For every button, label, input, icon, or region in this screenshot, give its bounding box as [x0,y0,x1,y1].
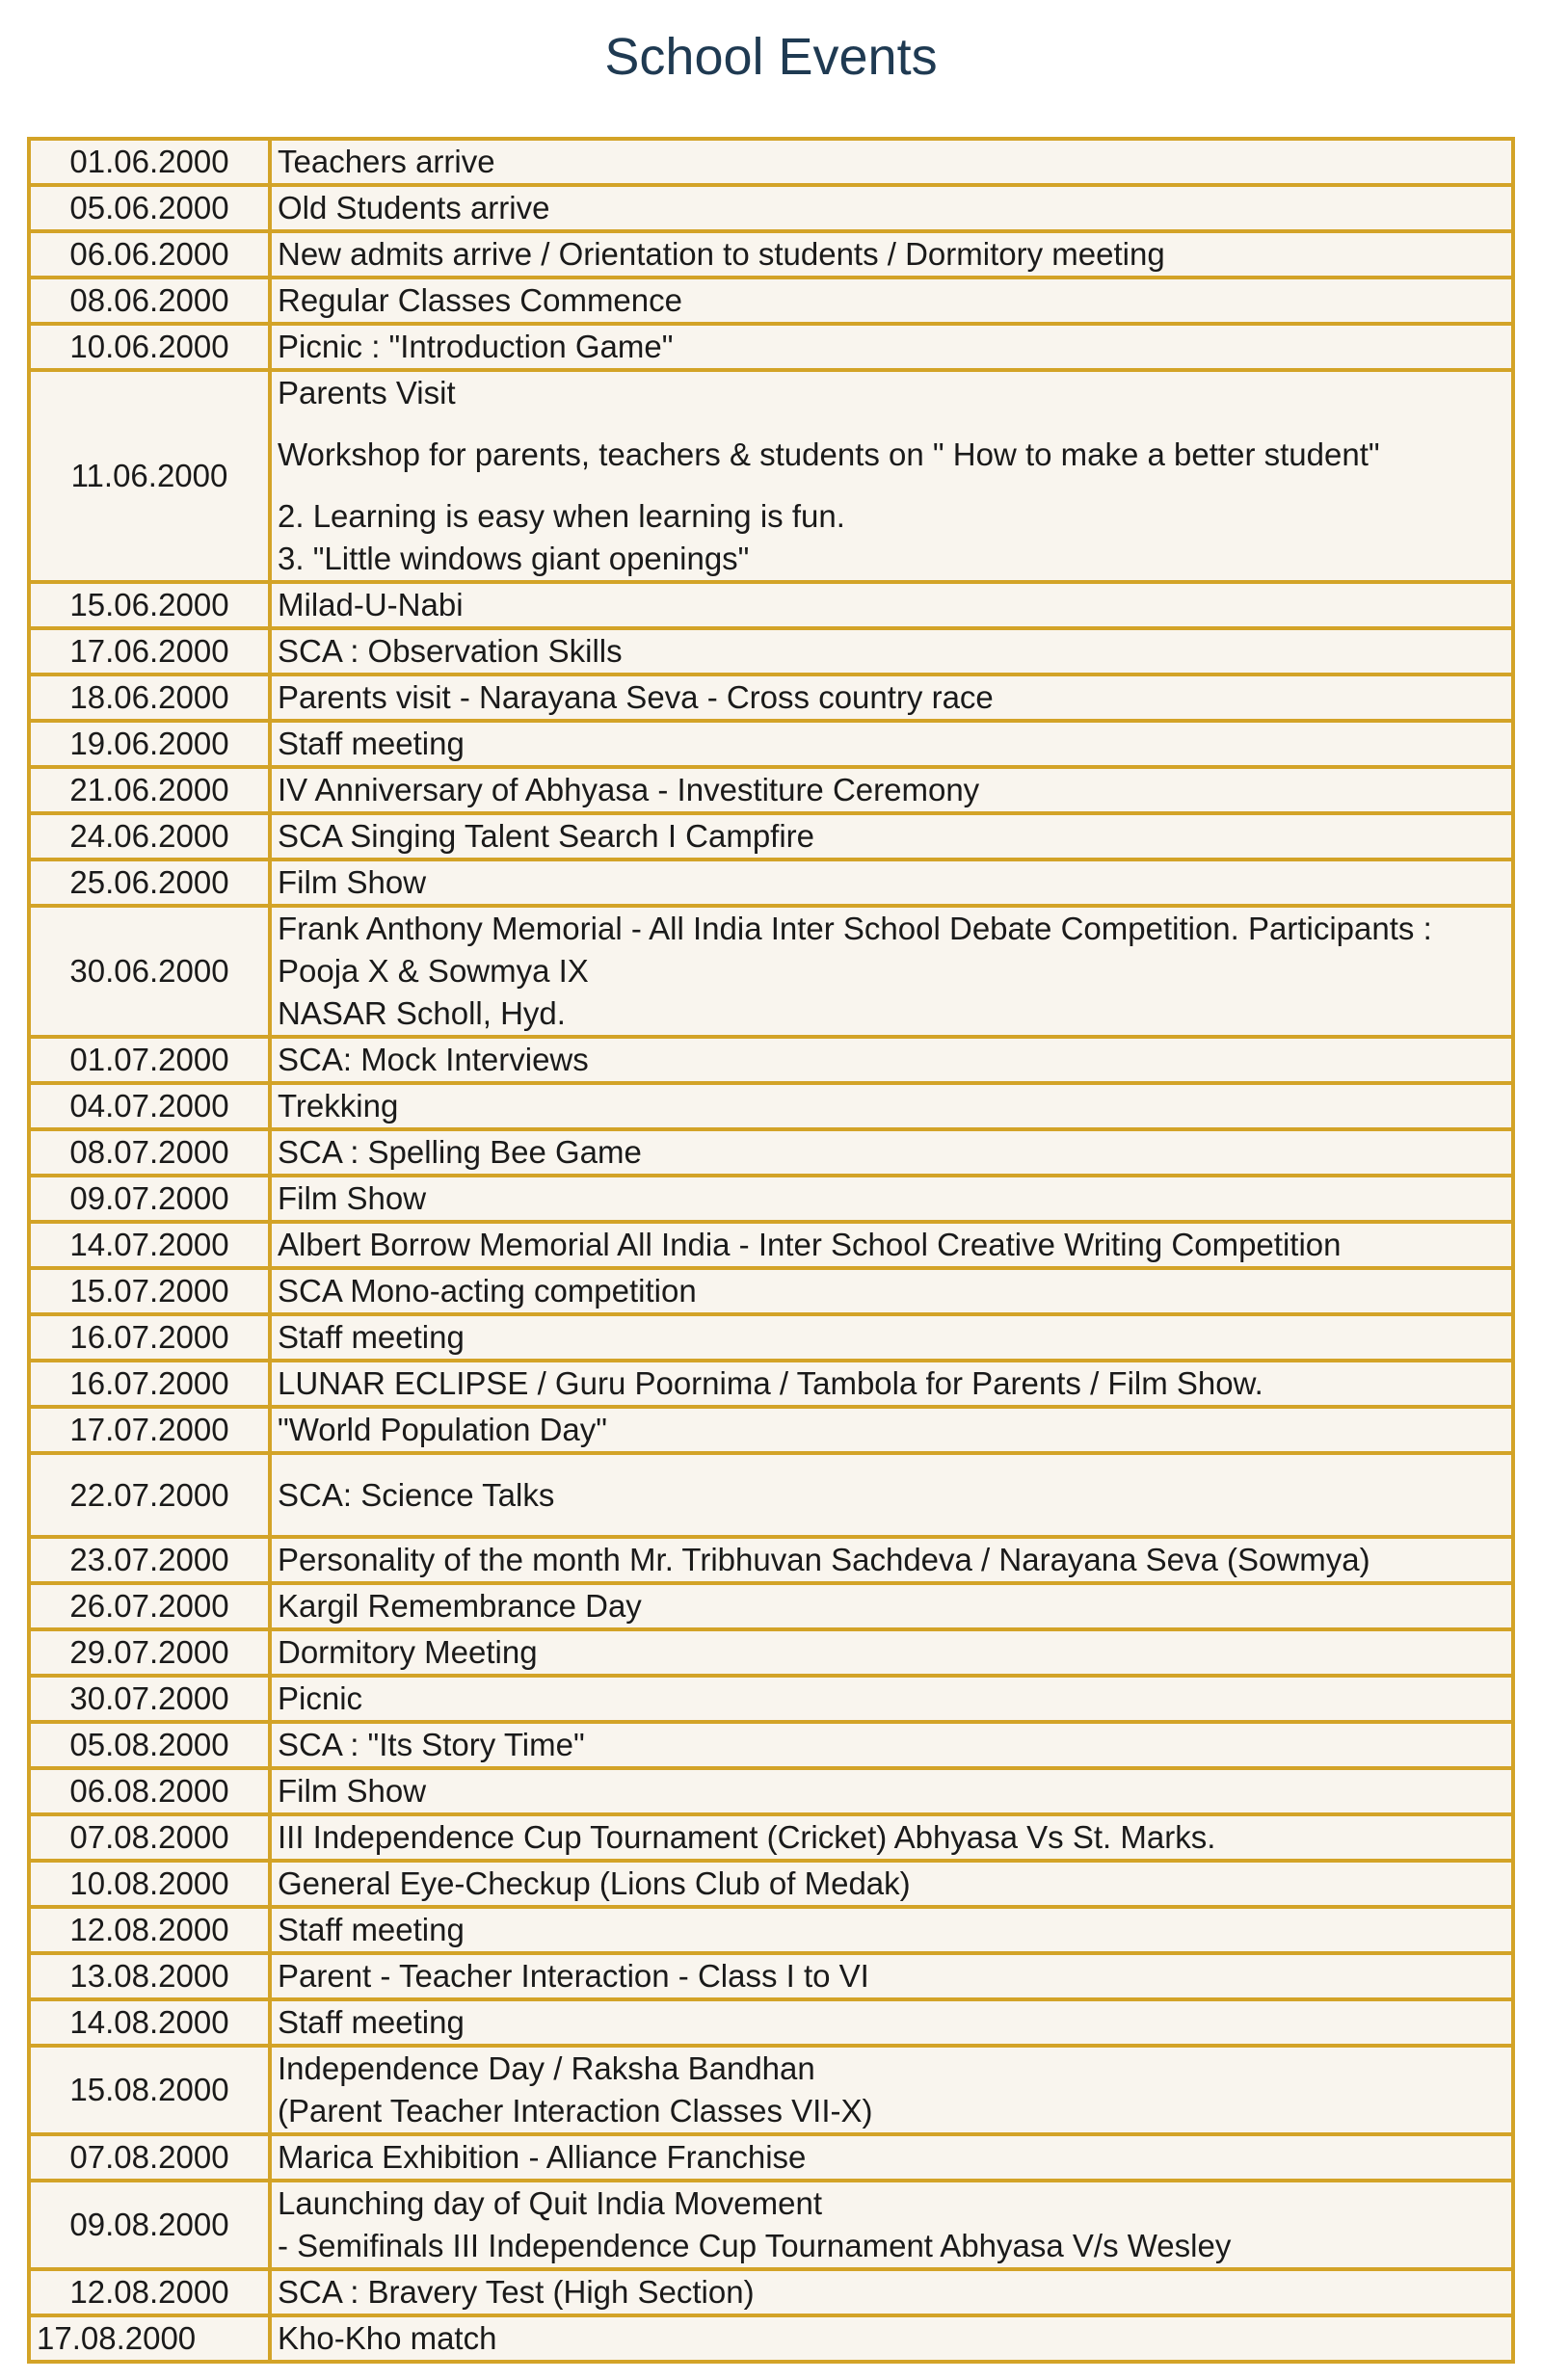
event-date: 10.08.2000 [29,1861,270,1907]
event-date: 11.06.2000 [29,370,270,582]
event-description [270,1814,1513,1861]
event-date: 09.07.2000 [29,1176,270,1222]
event-row [29,2181,1513,2269]
event-description [270,1129,1513,1176]
event-description [270,628,1513,674]
event-description-line: Staff meeting [278,2004,465,2040]
event-date: 18.06.2000 [29,674,270,721]
event-description [270,2134,1513,2181]
event-row [29,2315,1513,2362]
event-date: 05.08.2000 [29,1722,270,1768]
event-date: 12.08.2000 [29,1907,270,1953]
event-description [270,185,1513,231]
event-description-line: Staff meeting [278,726,465,761]
event-description-line: Independence Day / Raksha Bandhan [278,2050,815,2086]
event-row [29,1083,1513,1129]
event-row [29,2269,1513,2315]
event-description [270,2269,1513,2315]
event-row [29,859,1513,906]
event-description [270,1907,1513,1953]
event-description [270,1953,1513,1999]
event-row [29,1361,1513,1407]
event-description [270,1361,1513,1407]
event-row [29,906,1513,1037]
event-row [29,1722,1513,1768]
event-date: 06.08.2000 [29,1768,270,1814]
event-row [29,139,1513,185]
event-description-line: Parents visit - Narayana Seva - Cross country race [278,679,994,715]
event-row [29,721,1513,767]
event-description-line: Marica Exhibition - Alliance Franchise [278,2139,807,2175]
event-date: 29.07.2000 [29,1629,270,1676]
event-row [29,1176,1513,1222]
event-description-line: Film Show [278,1773,427,1809]
event-description [270,278,1513,324]
event-description-line: Parent - Teacher Interaction - Class I to VI [278,1958,869,1994]
event-description-line: Picnic [278,1680,363,1716]
event-date: 25.06.2000 [29,859,270,906]
event-description [270,721,1513,767]
event-description-line: Pooja X & Sowmya IX [278,953,589,989]
event-description [270,1768,1513,1814]
event-description-line: Workshop for parents, teachers & students on " How to make a better student" [278,436,1380,472]
event-description-line: Teachers arrive [278,144,495,179]
event-date: 01.07.2000 [29,1037,270,1083]
event-date: 12.08.2000 [29,2269,270,2315]
event-date: 23.07.2000 [29,1537,270,1583]
event-date: 09.08.2000 [29,2181,270,2269]
event-row [29,813,1513,859]
event-date: 16.07.2000 [29,1361,270,1407]
event-date: 01.06.2000 [29,139,270,185]
event-row [29,1629,1513,1676]
event-row [29,185,1513,231]
event-date: 07.08.2000 [29,1814,270,1861]
event-date: 05.06.2000 [29,185,270,231]
event-description [270,1722,1513,1768]
event-date: 13.08.2000 [29,1953,270,1999]
event-description [270,370,1513,582]
event-row [29,674,1513,721]
event-row [29,1037,1513,1083]
event-description [270,813,1513,859]
event-date: 30.06.2000 [29,906,270,1037]
event-description-line: Regular Classes Commence [278,282,682,318]
event-description-line: (Parent Teacher Interaction Classes VII-X) [278,2093,873,2129]
event-description-line: Kho-Kho match [278,2320,497,2356]
event-description-line: Dormitory Meeting [278,1634,538,1670]
event-description-line: SCA: Mock Interviews [278,1042,589,1077]
event-date: 17.08.2000 [29,2315,270,2362]
event-row [29,2134,1513,2181]
event-description-line: NASAR Scholl, Hyd. [278,995,566,1031]
event-description-line: SCA Mono-acting competition [278,1273,697,1309]
event-description-line: General Eye-Checkup (Lions Club of Medak) [278,1865,911,1901]
event-description-line: 3. "Little windows giant openings" [278,541,750,576]
event-description-line: Staff meeting [278,1912,465,1947]
event-date: 06.06.2000 [29,231,270,278]
event-date: 15.07.2000 [29,1268,270,1314]
event-description-line: New admits arrive / Orientation to students / Dormitory meeting [278,236,1165,272]
event-date: 15.06.2000 [29,582,270,628]
event-description [270,1861,1513,1907]
event-date: 19.06.2000 [29,721,270,767]
event-description-line: Old Students arrive [278,190,550,225]
event-row [29,1676,1513,1722]
event-description-line: Albert Borrow Memorial All India - Inter School Creative Writing Competition [278,1227,1342,1262]
event-description [270,2315,1513,2362]
event-description-line: SCA: Science Talks [278,1476,555,1513]
event-date: 16.07.2000 [29,1314,270,1361]
event-row [29,767,1513,813]
event-description-line: Launching day of Quit India Movement [278,2185,823,2221]
event-description [270,1453,1513,1537]
event-description-line: SCA : Spelling Bee Game [278,1134,642,1170]
event-row [29,1537,1513,1583]
event-row [29,1268,1513,1314]
event-description [270,906,1513,1037]
event-date: 07.08.2000 [29,2134,270,2181]
event-date: 04.07.2000 [29,1083,270,1129]
event-description-line: Parents Visit [278,375,456,410]
event-date: 24.06.2000 [29,813,270,859]
event-description-line: "World Population Day" [278,1412,607,1447]
event-description-line: LUNAR ECLIPSE / Guru Poornima / Tambola for Parents / Film Show. [278,1365,1263,1401]
event-date: 30.07.2000 [29,1676,270,1722]
page-title: School Events [604,28,938,86]
event-description [270,1314,1513,1361]
event-description-line: SCA : "Its Story Time" [278,1727,585,1762]
event-row [29,582,1513,628]
event-row [29,1814,1513,1861]
event-row [29,1129,1513,1176]
event-description-line: 2. Learning is easy when learning is fun. [278,498,845,534]
event-description [270,324,1513,370]
event-row [29,1907,1513,1953]
event-description [270,1537,1513,1583]
event-date: 08.07.2000 [29,1129,270,1176]
event-row [29,2046,1513,2134]
event-description [270,1676,1513,1722]
event-description-line: Milad-U-Nabi [278,587,464,622]
event-row [29,1314,1513,1361]
event-row [29,324,1513,370]
event-date: 21.06.2000 [29,767,270,813]
event-description-line: Frank Anthony Memorial - All India Inter School Debate Competition. Participants : [278,911,1432,946]
event-description [270,767,1513,813]
event-date: 14.07.2000 [29,1222,270,1268]
event-description [270,1268,1513,1314]
event-date: 17.07.2000 [29,1407,270,1453]
events-table [27,137,1515,2364]
events-table-body [29,139,1513,2362]
event-description [270,1999,1513,2046]
event-row [29,231,1513,278]
event-description-line: IV Anniversary of Abhyasa - Investiture Ceremony [278,772,980,807]
event-date: 22.07.2000 [29,1453,270,1537]
event-date: 10.06.2000 [29,324,270,370]
event-description [270,139,1513,185]
event-row [29,1583,1513,1629]
event-description [270,2181,1513,2269]
event-description [270,1222,1513,1268]
event-description [270,1037,1513,1083]
event-row [29,1999,1513,2046]
event-row [29,1222,1513,1268]
event-description [270,582,1513,628]
event-description [270,1083,1513,1129]
event-date: 17.06.2000 [29,628,270,674]
event-row [29,1768,1513,1814]
event-description-line: SCA Singing Talent Search I Campfire [278,818,815,854]
event-description [270,1407,1513,1453]
event-description [270,1583,1513,1629]
event-date: 26.07.2000 [29,1583,270,1629]
event-description-line: Trekking [278,1088,399,1124]
event-description [270,1629,1513,1676]
event-description [270,674,1513,721]
event-description-line: Film Show [278,1180,427,1216]
event-row [29,1453,1513,1537]
event-description [270,1176,1513,1222]
event-description-line: Staff meeting [278,1319,465,1355]
event-description [270,231,1513,278]
event-description-line: Picnic : "Introduction Game" [278,329,674,364]
event-description-line: SCA : Bravery Test (High Section) [278,2274,755,2310]
event-row [29,370,1513,582]
event-row [29,1861,1513,1907]
event-description-line: - Semifinals III Independence Cup Tournament Abhyasa V/s Wesley [278,2228,1232,2263]
event-row [29,1953,1513,1999]
event-description-line: SCA : Observation Skills [278,633,623,669]
event-description-line: Kargil Remembrance Day [278,1588,642,1624]
event-description-line: Film Show [278,864,427,900]
event-row [29,278,1513,324]
event-description [270,2046,1513,2134]
event-date: 08.06.2000 [29,278,270,324]
event-description [270,859,1513,906]
event-description-line: III Independence Cup Tournament (Cricket) Abhyasa Vs St. Marks. [278,1819,1216,1855]
event-description-line: Personality of the month Mr. Tribhuvan Sachdeva / Narayana Seva (Sowmya) [278,1542,1370,1577]
event-date: 15.08.2000 [29,2046,270,2134]
event-date: 14.08.2000 [29,1999,270,2046]
event-row [29,628,1513,674]
event-row [29,1407,1513,1453]
